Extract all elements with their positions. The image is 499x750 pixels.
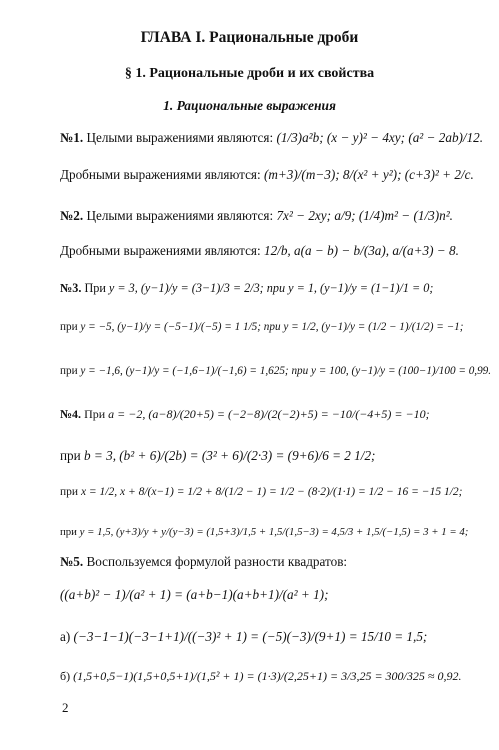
chapter-title: ГЛАВА I. Рациональные дроби <box>140 29 359 46</box>
exercise-line <box>60 322 464 333</box>
line-text: Дробными выражениями являются: <box>60 167 261 182</box>
math-expression: 7x² − 2xy; a/9; (1/4)m² − (1/3)n². <box>276 208 453 223</box>
line-text: б) <box>60 669 71 683</box>
math-expression: 12/b, a(a − b) − b/(3a), a/(a+3) − 8. <box>263 243 459 258</box>
exercise-line <box>60 670 461 682</box>
line-text: Воспользуемся формулой разности квадратов: <box>86 554 348 569</box>
exercise-line <box>60 527 468 538</box>
line-text: при <box>60 448 81 463</box>
exercise-number: №3. <box>60 281 82 295</box>
exercise-number: №5. <box>60 554 84 569</box>
exercise-line <box>60 555 347 568</box>
line-text: При <box>84 407 106 421</box>
exercise-line <box>60 588 328 601</box>
line-text: при <box>60 526 77 538</box>
exercise-line <box>60 630 427 643</box>
math-expression: (1,5+0,5−1)(1,5+0,5+1)/(1,5² + 1) = (1·3)/(2,25+1) = 3/3,25 = 300/325 ≈ 0,92. <box>73 669 462 683</box>
math-expression: ((a+b)² − 1)/(a² + 1) = (a+b−1)(a+b+1)/(a² + 1); <box>60 587 329 602</box>
line-text: Дробными выражениями являются: <box>60 243 261 258</box>
math-expression: y = −1,6, (y−1)/y = (−1,6−1)/(−1,6) = 1,625; при y = 100, (y−1)/y = (100−1)/100 = 0,99. <box>80 365 492 377</box>
subsection-title: 1. Рациональные выражения <box>163 98 336 113</box>
exercise-line <box>60 487 462 499</box>
section-title: § 1. Рациональные дроби и их свойства <box>124 66 375 81</box>
line-text: при <box>60 321 78 333</box>
math-expression: (1/3)a²b; (x − y)² − 4xy; (a² − 2ab)/12. <box>276 130 484 145</box>
line-text: при <box>60 365 78 377</box>
math-expression: y = 3, (y−1)/y = (3−1)/3 = 2/3; при y = 1, (y−1)/y = (1−1)/1 = 0; <box>108 281 434 295</box>
math-expression: b = 3, (b² + 6)/(2b) = (3² + 6)/(2·3) = (9+6)/6 = 2 1/2; <box>84 448 376 463</box>
exercise-line <box>60 408 430 420</box>
math-expression: y = −5, (y−1)/y = (−5−1)/(−5) = 1 1/5; при y = 1/2, (y−1)/y = (1/2 − 1)/(1/2) = −1; <box>80 321 464 333</box>
math-expression: (m+3)/(m−3); 8/(x² + y²); (c+3)² + 2/c. <box>263 167 474 182</box>
exercise-line <box>60 244 459 257</box>
exercise-line <box>60 131 483 144</box>
exercise-line <box>60 366 491 377</box>
exercise-number: №4. <box>60 407 82 421</box>
line-text: Целыми выражениями являются: <box>86 130 274 145</box>
exercise-line <box>60 209 453 222</box>
page-number: 2 <box>62 700 69 715</box>
math-expression: x = 1/2, x + 8/(x−1) = 1/2 + 8/(1/2 − 1) = 1/2 − (8·2)/(1·1) = 1/2 − 16 = −15 1/2; <box>80 486 463 498</box>
math-expression: y = 1,5, (y+3)/y + y/(y−3) = (1,5+3)/1,5 + 1,5/(1,5−3) = 4,5/3 + 1,5/(−1,5) = 3 + 1 = 4; <box>79 526 469 538</box>
exercise-number: №1. <box>60 130 84 145</box>
line-text: При <box>84 281 106 295</box>
exercise-line <box>60 449 375 462</box>
math-expression: a = −2, (a−8)/(20+5) = (−2−8)/(2(−2)+5) = −10/(−4+5) = −10; <box>108 407 430 421</box>
line-text: а) <box>60 629 71 644</box>
exercise-line <box>60 282 433 294</box>
math-expression: (−3−1−1)(−3−1+1)/((−3)² + 1) = (−5)(−3)/(9+1) = 15/10 = 1,5; <box>73 629 428 644</box>
line-text: при <box>60 486 79 498</box>
exercise-line <box>60 168 474 181</box>
line-text: Целыми выражениями являются: <box>86 208 274 223</box>
exercise-number: №2. <box>60 208 84 223</box>
